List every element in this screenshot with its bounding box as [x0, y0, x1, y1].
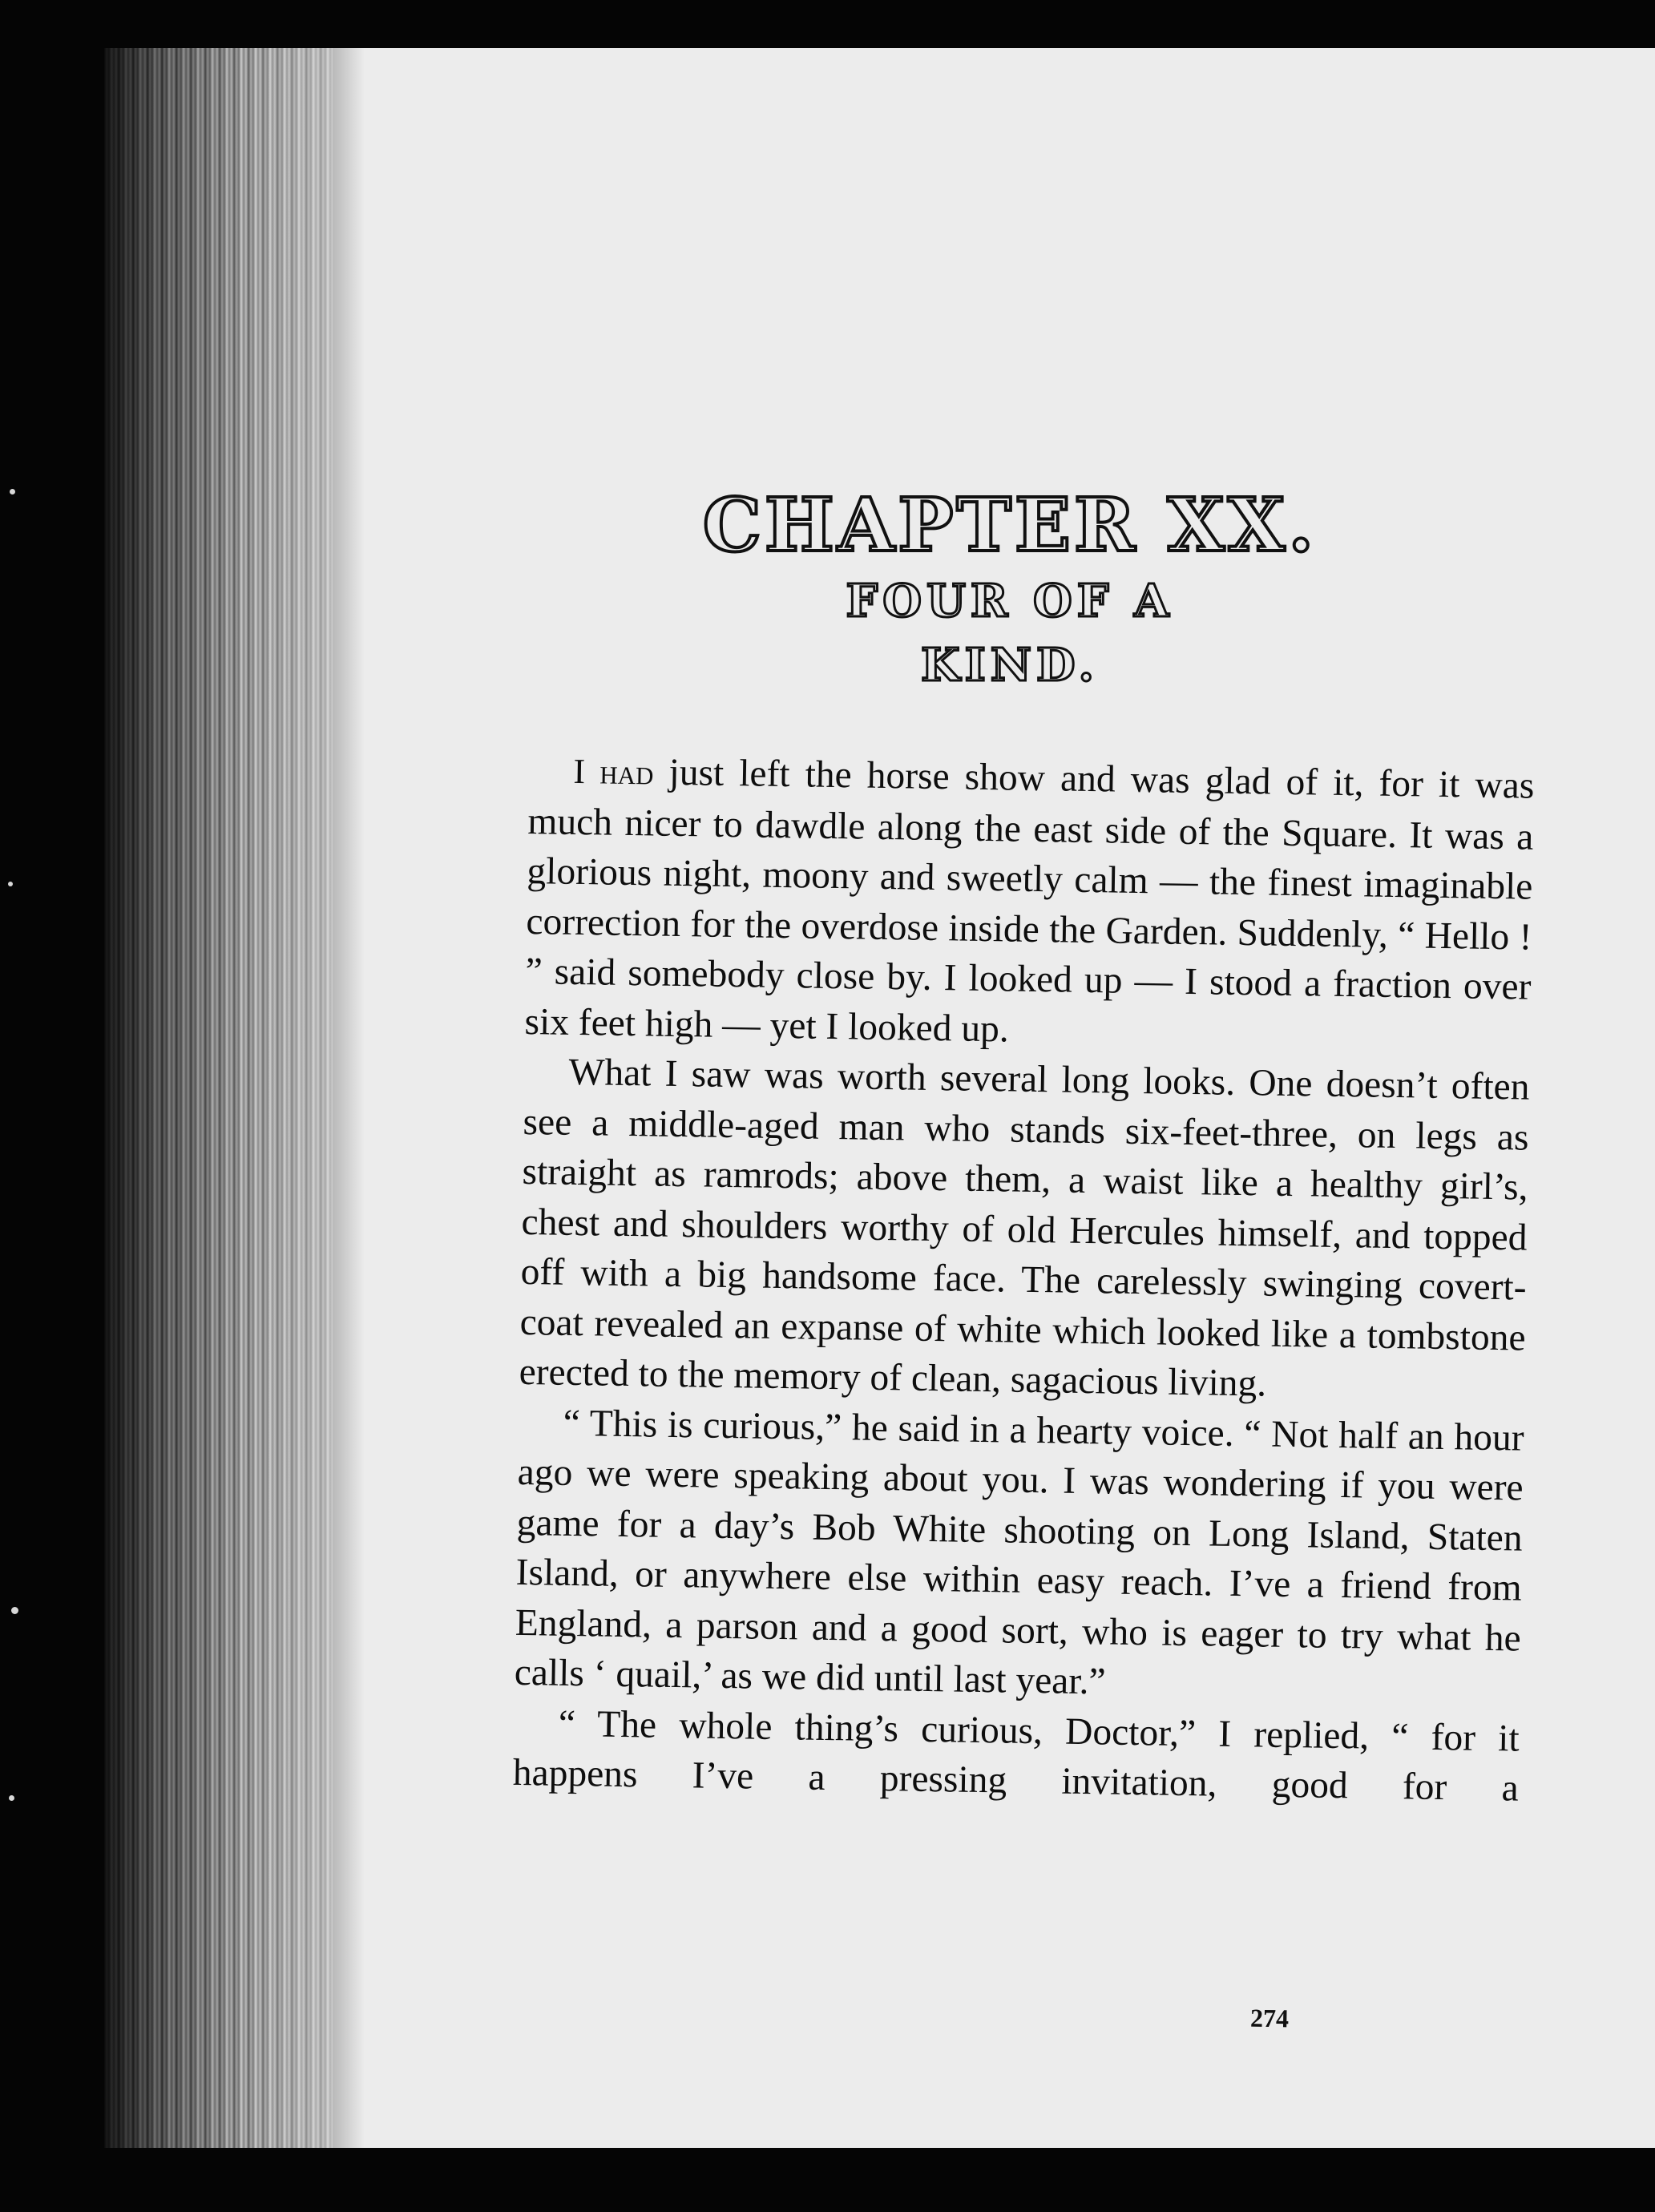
paragraph-4: “ The whole thing’s curious, Doctor,” I replied, “ for it happens I’ve a pressing invitation, good for a [512, 1702, 1520, 1810]
margin-speck [11, 1607, 18, 1614]
chapter-heading [669, 481, 1350, 697]
book-page [333, 48, 1655, 2148]
paragraph-2: What I saw was worth several long looks. One doesn’t often see a middle-aged man who stands six-feet-three, on legs as straight as ramrods; above them, a waist like a healthy girl’s, chest and shoulders worthy of old Hercules himself, and topped off with a big handsome face. The carelessly swinging covert-coat revealed an expanse of white which looked like a tombstone erected to the memory of clean, sagacious living. [519, 1051, 1530, 1405]
chapter-subtitle-line-2: KIND. [920, 639, 1100, 692]
chapter-body [512, 745, 1534, 1814]
chapter-title: CHAPTER XX. [702, 482, 1318, 568]
paragraph-1 [524, 745, 1535, 1063]
chapter-subtitle-line-1: FOUR OF A [846, 575, 1174, 628]
margin-speck [9, 1795, 14, 1801]
page-number: 274 [1249, 2003, 1290, 2033]
gutter-shadow [333, 48, 365, 2148]
paragraph-3: “ This is curious,” he said in a hearty voice. “ Not half an hour ago we were speaking about you. I was wondering if you were game for a day’s Bob White shooting on Long Island, Staten Island, or anywhere else within easy reach. I’ve a friend from England, a parson and a good sort, who is eager to try what he calls ‘ quail,’ as we did until last year.” [514, 1402, 1524, 1703]
paragraph-1-lead: I had [573, 751, 654, 793]
paragraph-1-text: just left the horse show and was glad of it, for it was much nicer to dawdle along the east side of the Square. It was a glorious night, moony and sweetly calm — the finest imaginable correction for the overdose inside the Garden. Suddenly, “ Hello ! ” said somebody close by. I looked up — I stood a fraction over six feet high — yet I looked up. [524, 751, 1535, 1050]
margin-speck [8, 882, 13, 886]
book-page-edges [104, 48, 337, 2148]
margin-speck [10, 489, 15, 494]
